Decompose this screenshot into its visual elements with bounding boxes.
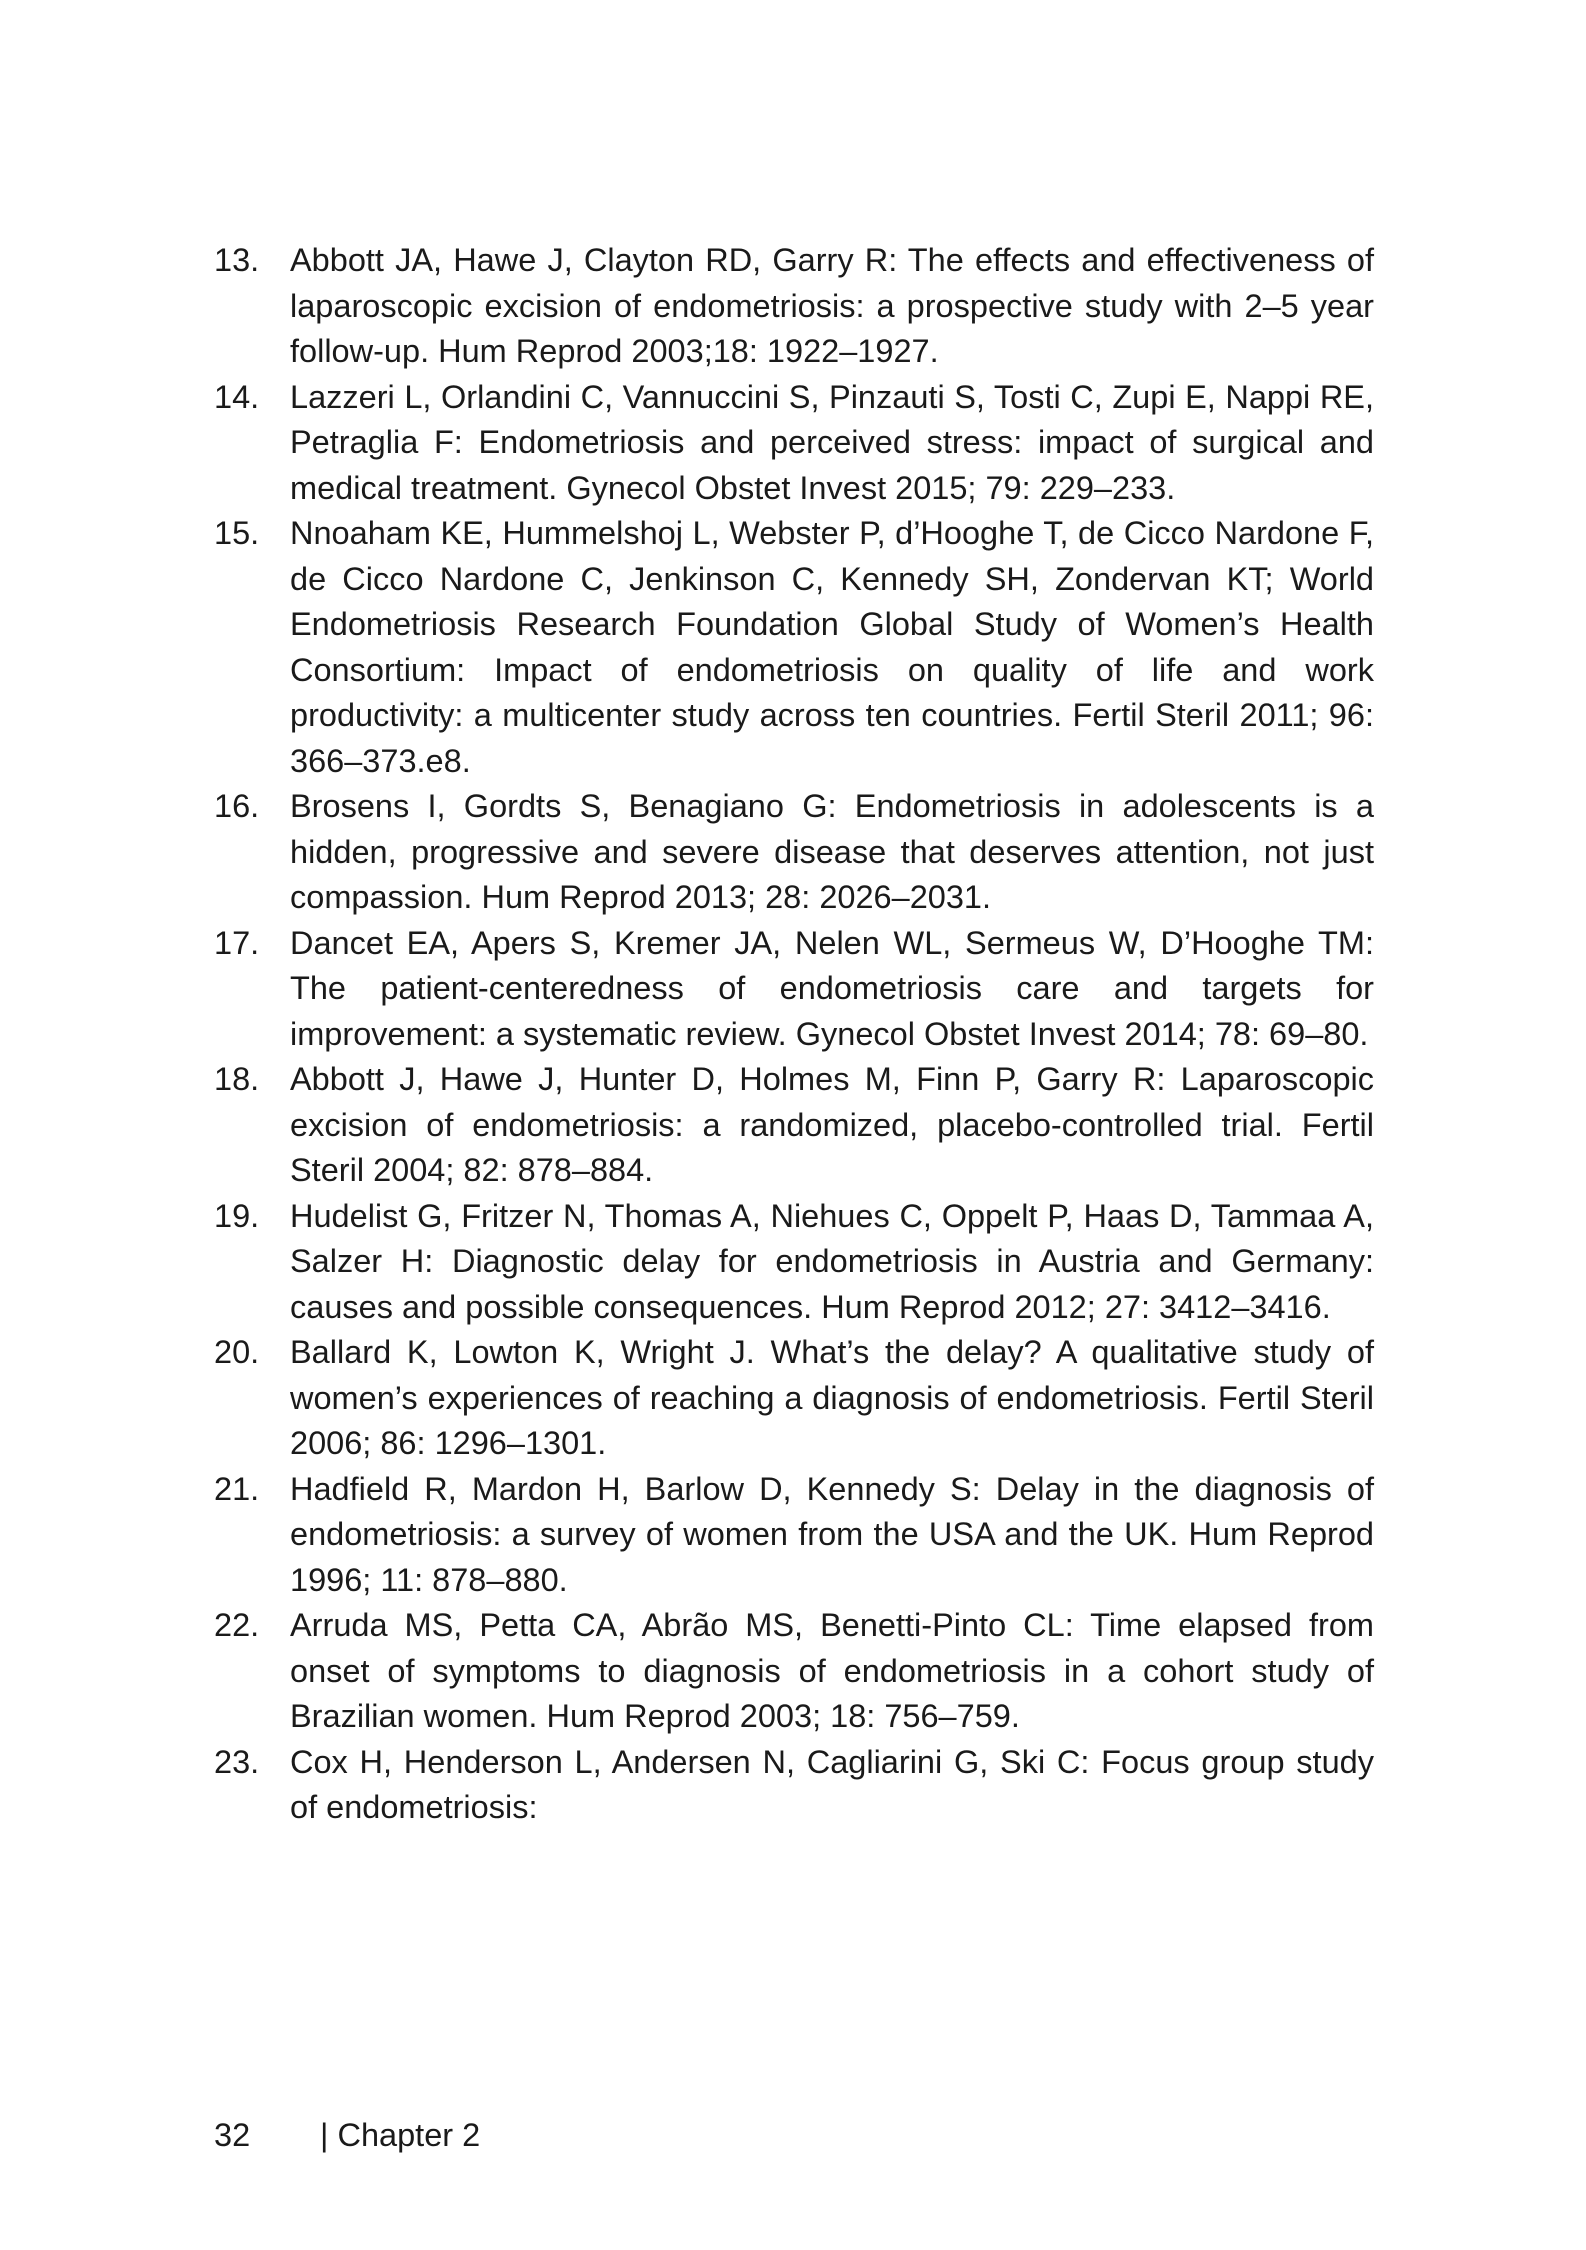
reference-number: 14. xyxy=(214,378,260,415)
reference-item xyxy=(214,921,1374,1058)
reference-text: Brosens I, Gordts S, Benagiano G: Endometriosis in adolescents is a hidden, progressive and severe disease that deserves attention, not just compassion. Hum Reprod 2013; 28: 2026–2031. xyxy=(290,788,1374,915)
reference-item xyxy=(214,784,1374,921)
reference-item xyxy=(214,511,1374,784)
reference-item xyxy=(214,1057,1374,1194)
reference-number: 15. xyxy=(214,515,260,551)
reference-text: Dancet EA, Apers S, Kremer JA, Nelen WL, Sermeus W, D’Hooghe TM: The patient-centeredness of endometriosis care and targets for improvement: a systematic review. Gynecol Obstet Invest 2014; 78: 69–80. xyxy=(290,924,1374,1052)
reference-number: 17. xyxy=(214,924,260,961)
reference-item xyxy=(214,1467,1374,1604)
reference-number: 19. xyxy=(214,1197,260,1234)
reference-number: 21. xyxy=(214,1470,260,1507)
reference-text: Lazzeri L, Orlandini C, Vannuccini S, Pinzauti S, Tosti C, Zupi E, Nappi RE, Petraglia F: Endometriosis and perceived stress: impact of surgical and medical treatment. Gynecol Obstet Invest 2015; 79: 229–233. xyxy=(290,378,1374,506)
reference-text: Arruda MS, Petta CA, Abrão MS, Benetti-Pinto CL: Time elapsed from onset of symptoms to diagnosis of endometriosis in a cohort study of Brazilian women. Hum Reprod 2003; 18: 756–759. xyxy=(290,1607,1374,1734)
page-footer xyxy=(214,2114,480,2156)
reference-item xyxy=(214,1740,1374,1831)
reference-number: 16. xyxy=(214,788,260,824)
chapter-label: | Chapter 2 xyxy=(320,2117,481,2153)
reference-item xyxy=(214,1603,1374,1740)
reference-text: Abbott JA, Hawe J, Clayton RD, Garry R: The effects and effectiveness of laparoscopic excision of endometriosis: a prospective study with 2–5 year follow-up. Hum Reprod 2003;18: 1922–1927. xyxy=(290,242,1374,369)
reference-item xyxy=(214,375,1374,512)
page-number: 32 xyxy=(214,2117,251,2153)
reference-item xyxy=(214,1330,1374,1467)
reference-number: 20. xyxy=(214,1334,260,1370)
reference-text: Abbott J, Hawe J, Hunter D, Holmes M, Finn P, Garry R: Laparoscopic excision of endometriosis: a randomized, placebo-controlled trial. Fertil Steril 2004; 82: 878–884. xyxy=(290,1061,1374,1188)
reference-number: 22. xyxy=(214,1607,260,1643)
reference-text: Hudelist G, Fritzer N, Thomas A, Niehues C, Oppelt P, Haas D, Tammaa A, Salzer H: Diagnostic delay for endometriosis in Austria and Germany: causes and possible consequences. Hum Reprod 2012; 27: 3412–3416. xyxy=(290,1197,1374,1325)
reference-list xyxy=(214,238,1374,1831)
reference-number: 23. xyxy=(214,1743,260,1780)
reference-number: 18. xyxy=(214,1061,260,1097)
reference-number: 13. xyxy=(214,242,260,278)
reference-text: Ballard K, Lowton K, Wright J. What’s the delay? A qualitative study of women’s experiences of reaching a diagnosis of endometriosis. Fertil Steril 2006; 86: 1296–1301. xyxy=(290,1334,1374,1461)
reference-text: Hadfield R, Mardon H, Barlow D, Kennedy S: Delay in the diagnosis of endometriosis: a survey of women from the USA and the UK. Hum Reprod 1996; 11: 878–880. xyxy=(290,1470,1374,1598)
reference-text: Nnoaham KE, Hummelshoj L, Webster P, d’Hooghe T, de Cicco Nardone F, de Cicco Nardone C, Jenkinson C, Kennedy SH, Zondervan KT; World Endometriosis Research Foundation Global Study of Women’s Health Consortium: Impact of endometriosis on quality of life and work productivity: a multicenter study across ten countries. Fertil Steril 2011; 96: 366–373.e8. xyxy=(290,515,1374,779)
reference-text: Cox H, Henderson L, Andersen N, Cagliarini G, Ski C: Focus group study of endometriosis: xyxy=(290,1743,1374,1825)
reference-item xyxy=(214,1194,1374,1331)
reference-item xyxy=(214,238,1374,375)
